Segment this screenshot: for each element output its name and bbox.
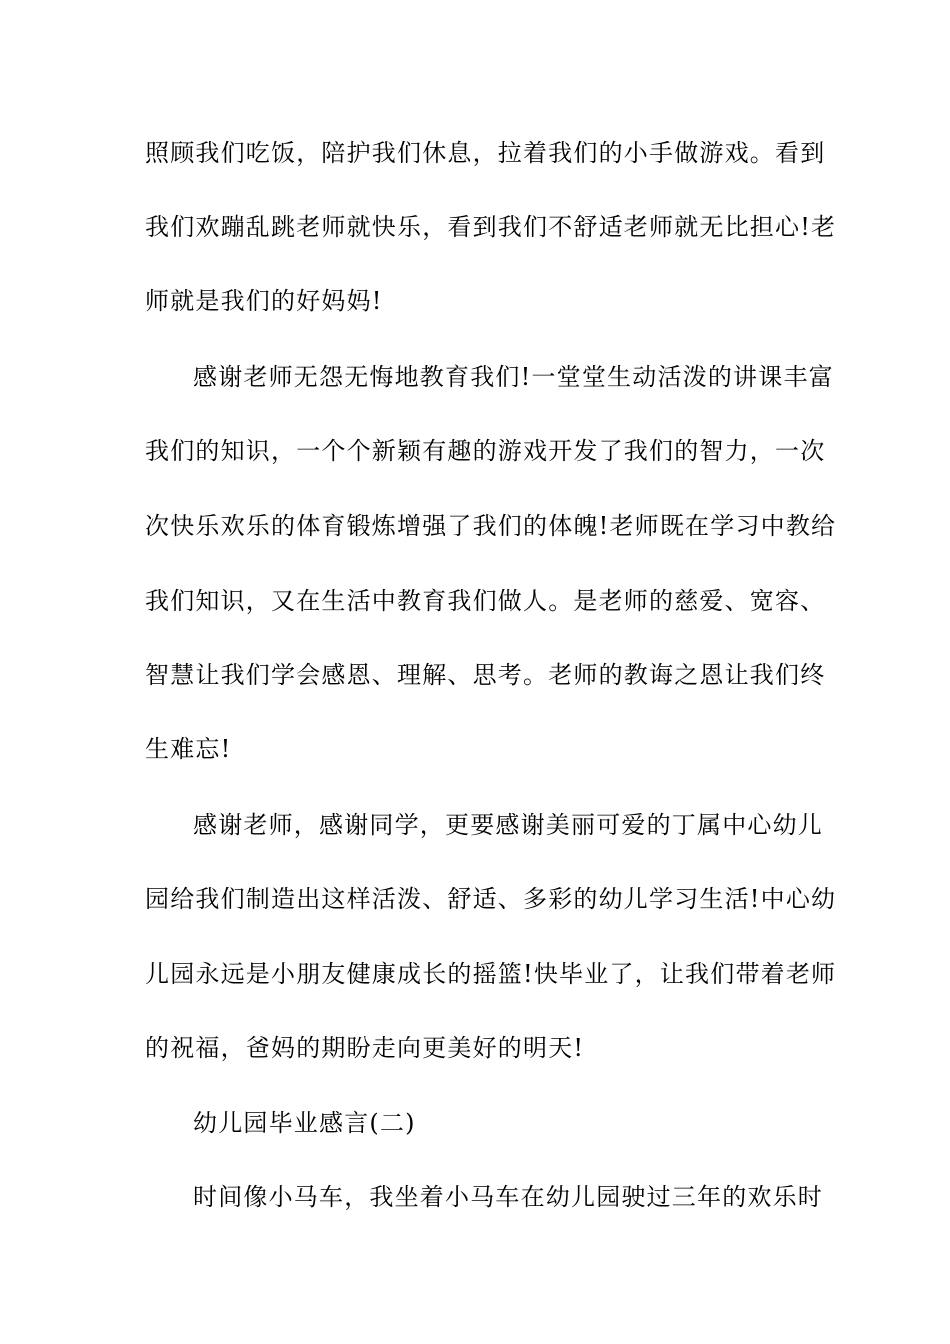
text-line: 师就是我们的好妈妈! <box>145 287 383 315</box>
text-line: 的祝福，爸妈的期盼走向更美好的明天! <box>145 1034 585 1062</box>
paragraph-start-line: 时间像小马车，我坐着小马车在幼儿园驶过三年的欢乐时 <box>193 1183 823 1211</box>
text-line: 园给我们制造出这样活泼、舒适、多彩的幼儿学习生活!中心幼 <box>145 885 837 913</box>
text-line: 我们欢蹦乱跳老师就快乐，看到我们不舒适老师就无比担心!老 <box>145 213 837 241</box>
text-line: 我们的知识，一个个新颖有趣的游戏开发了我们的智力，一次 <box>145 437 826 465</box>
paragraph-start-line: 感谢老师无怨无悔地教育我们!一堂堂生动活泼的讲课丰富 <box>193 363 834 391</box>
text-line: 智慧让我们学会感恩、理解、思考。老师的教诲之恩让我们终 <box>145 661 826 689</box>
text-line: 生难忘! <box>145 735 232 763</box>
section-heading: 幼儿园毕业感言(二) <box>193 1109 416 1137</box>
paragraph-start-line: 感谢老师，感谢同学，更要感谢美丽可爱的丁属中心幼儿 <box>193 811 823 839</box>
text-line: 次快乐欢乐的体育锻炼增强了我们的体魄!老师既在学习中教给 <box>145 512 837 540</box>
text-line: 儿园永远是小朋友健康成长的摇篮!快毕业了，让我们带着老师 <box>145 960 837 988</box>
text-line: 照顾我们吃饭，陪护我们休息，拉着我们的小手做游戏。看到 <box>145 139 826 167</box>
text-line: 我们知识，又在生活中教育我们做人。是老师的慈爱、宽容、 <box>145 587 826 615</box>
